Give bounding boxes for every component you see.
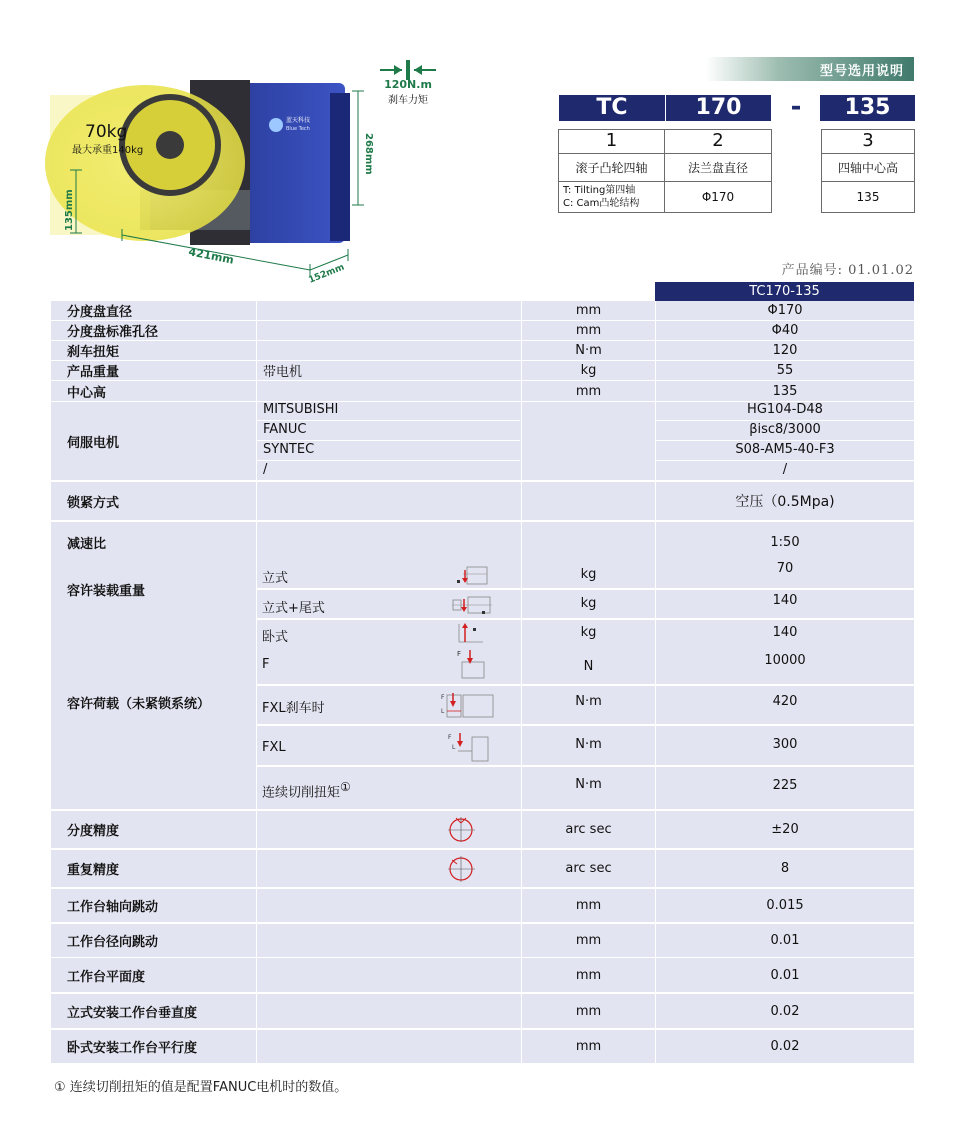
load-value: 140 (772, 593, 798, 608)
row-sub (257, 321, 521, 340)
load-sub: 卧式 (262, 630, 289, 645)
code-flange: 170 (666, 95, 771, 121)
row-unit: mm (575, 383, 602, 399)
servo-model: / (782, 462, 788, 477)
row-unit: mm (575, 1039, 602, 1054)
table-row (51, 889, 914, 922)
row-value: 0.01 (770, 967, 800, 983)
svg-text:L: L (452, 744, 456, 751)
row-value: Φ170 (767, 303, 803, 318)
load-unit: kg (580, 567, 597, 582)
logo-text: 蓝天科技 (286, 117, 311, 124)
model-selection-banner (706, 57, 914, 81)
force-value: 420 (772, 694, 798, 709)
table-row (51, 850, 914, 887)
load-value: 70 (776, 561, 794, 576)
row-name: 分度盘直径 (67, 305, 133, 320)
force-value: 300 (772, 737, 798, 752)
code-height: 135 (820, 95, 915, 121)
table-row (51, 522, 914, 562)
table-row (51, 301, 914, 320)
row-value: 8 (780, 861, 790, 876)
table-row (51, 361, 914, 380)
code-name-2: 法兰盘直径 (664, 153, 772, 182)
row-unit: mm (575, 898, 602, 913)
row-unit: arc sec (565, 861, 612, 876)
servo-brand: / (263, 462, 268, 477)
force-label: 容许荷载（未紧锁系统） (67, 696, 211, 712)
row-value: 1:50 (770, 534, 800, 550)
row-value: 0.01 (770, 933, 800, 948)
code-index-2: 2 (664, 129, 772, 154)
footnote: ① 连续切削扭矩的值是配置FANUC电机时的数值。 (54, 1080, 348, 1095)
row-name: 产品重量 (67, 365, 120, 380)
table-row (51, 958, 914, 992)
table-row (51, 381, 914, 401)
row-value: ±20 (771, 822, 799, 837)
table-row (51, 482, 914, 520)
code-desc-3: 135 (821, 181, 915, 213)
row-name: 卧式安装工作台平行度 (67, 1041, 198, 1056)
row-sub: 带电机 (263, 365, 303, 380)
code-index-3: 3 (821, 129, 915, 154)
svg-text:F: F (441, 694, 445, 701)
code-name-1: 滚子凸轮四轴 (558, 153, 665, 182)
row-sub (257, 381, 521, 401)
axial-force-icon (456, 648, 486, 680)
row-value: 135 (772, 383, 798, 399)
force-unit: N·m (575, 737, 602, 752)
spec-table-header: TC170-135 (655, 282, 914, 301)
code-name-3: 四轴中心高 (821, 153, 915, 182)
svg-text:F: F (448, 734, 452, 741)
force-sub: FXL刹车时 (262, 701, 325, 716)
row-unit: N·m (575, 343, 602, 358)
row-value: 0.02 (770, 1039, 800, 1054)
force-sub: FXL (262, 740, 286, 755)
code-desc-1 (558, 181, 665, 213)
row-name: 分度精度 (67, 824, 120, 839)
moment-icon (448, 731, 492, 763)
footnote-marker: ① (340, 780, 351, 794)
row-name: 立式安装工作台垂直度 (67, 1005, 198, 1021)
repeat-accuracy-icon (447, 855, 477, 883)
table-row (51, 321, 914, 340)
row-name: 锁紧方式 (67, 495, 120, 511)
load-label: 最大承重140kg (72, 145, 144, 156)
row-name: 工作台轴向跳动 (67, 900, 159, 915)
code-desc-1-line1: T: Tilting第四轴 (563, 185, 636, 196)
row-name: 工作台径向跳动 (67, 935, 159, 950)
row-unit: arc sec (565, 822, 612, 837)
code-dash: - (790, 92, 802, 122)
row-name: 中心高 (67, 385, 107, 401)
table-row (51, 924, 914, 957)
servo-brand: SYNTEC (263, 442, 315, 457)
table-row (51, 994, 914, 1028)
force-value: 10000 (764, 653, 806, 668)
row-name: 减速比 (67, 536, 107, 552)
servo-brand: MITSUBISHI (263, 402, 339, 417)
row-unit: mm (575, 303, 602, 318)
row-unit: mm (575, 967, 602, 983)
row-name: 重复精度 (67, 863, 120, 878)
model-banner-title: 型号选用说明 (819, 64, 904, 79)
row-value: 0.02 (770, 1003, 800, 1019)
dim-length: 421mm (187, 245, 235, 267)
horizontal-mount-icon (455, 620, 485, 644)
code-series: TC (559, 95, 665, 121)
load-unit: kg (580, 596, 597, 611)
force-unit: N·m (575, 777, 602, 792)
servo-label: 伺服电机 (67, 435, 120, 451)
dim-height: 268mm (363, 133, 374, 175)
row-name: 分度盘标准孔径 (67, 325, 159, 340)
dim-width: 152mm (307, 262, 346, 286)
code-desc-2: Φ170 (664, 181, 772, 213)
servo-model: HG104-D48 (747, 402, 823, 417)
brake-torque-label: 刹车力矩 (388, 95, 428, 106)
load-sub: 立式+尾式 (262, 601, 325, 616)
servo-model: S08-AM5-40-F3 (735, 442, 835, 457)
force-sub-text: 连续切削扭矩 (262, 785, 341, 801)
row-unit: mm (575, 323, 602, 338)
table-row (51, 341, 914, 360)
load-unit: kg (580, 625, 597, 640)
row-value: 55 (776, 363, 794, 378)
logo-icon (269, 118, 283, 132)
vertical-tail-mount-icon (450, 594, 494, 616)
force-value: 225 (772, 778, 798, 793)
row-name: 工作台平面度 (67, 969, 146, 985)
indexing-accuracy-icon (447, 815, 477, 843)
row-unit: kg (580, 363, 597, 378)
row-value: 空压（0.5Mpa) (735, 494, 835, 510)
row-value: 0.015 (766, 898, 804, 913)
load-value: 70kg (85, 122, 128, 142)
row-value: 120 (772, 343, 798, 358)
load-label: 容许装载重量 (67, 584, 146, 599)
logo-sub: Blue Tech (286, 126, 310, 132)
force-sub (262, 780, 351, 800)
moment-brake-icon (441, 691, 497, 719)
svg-text:L: L (441, 708, 445, 715)
table-row (51, 1030, 914, 1063)
force-unit: N (583, 659, 594, 674)
load-value: 140 (772, 625, 798, 640)
torque-arrows-icon (380, 60, 436, 80)
row-unit: mm (575, 933, 602, 948)
row-unit: mm (575, 1003, 602, 1019)
row-value: Φ40 (771, 323, 799, 338)
servo-brand: FANUC (263, 422, 307, 437)
servo-model: βisc8/3000 (749, 422, 821, 437)
load-sub: 立式 (262, 571, 289, 586)
force-sub: F (262, 657, 270, 672)
row-sub (257, 341, 521, 360)
table-row (51, 811, 914, 848)
svg-text:F: F (457, 650, 462, 658)
code-index-1: 1 (558, 129, 665, 154)
code-desc-1-line2: C: Cam凸轮结构 (563, 198, 640, 209)
brake-torque-marker (372, 58, 444, 118)
dim-center: 135mm (64, 189, 75, 231)
brake-torque-value: 120N.m (384, 78, 432, 91)
force-unit: N·m (575, 694, 602, 709)
vertical-mount-icon (455, 564, 489, 586)
row-sub (257, 301, 521, 320)
row-name: 刹车扭矩 (67, 345, 120, 360)
product-number: 产品编号: 01.01.02 (781, 263, 914, 278)
